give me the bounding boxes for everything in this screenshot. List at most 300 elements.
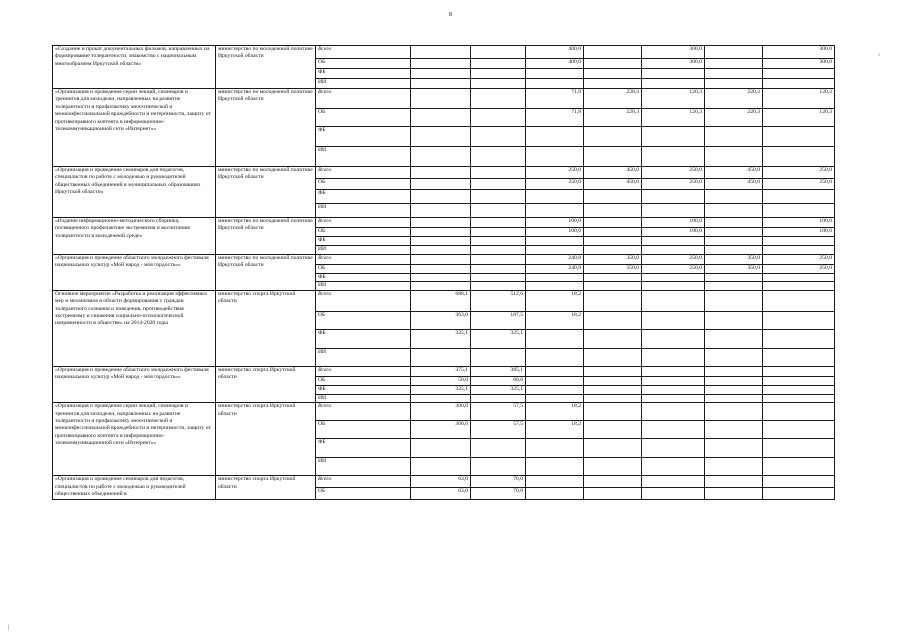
ministry-cell: министерство по молодежной политике Иркутской области	[216, 167, 316, 218]
amount-cell	[705, 59, 763, 69]
amount-cell	[411, 282, 471, 290]
table-row	[53, 89, 835, 109]
amount-cell	[471, 179, 526, 190]
amount-cell	[471, 79, 526, 89]
funding-source-cell: ФБ	[316, 69, 411, 79]
amount-cell	[584, 385, 642, 394]
amount-cell	[411, 89, 471, 109]
funding-source-cell: Всего	[316, 476, 411, 488]
event-title-cell: «Организация и проведение серии лекций, семинаров и тренингов для молодежи, направленных на развитие толерантности и профилактику межэтнической и межконфессиональной враждебности и нетерпимости, защиту от противоправного контента в информационно-телекоммуникационной сети «Интернет»»	[53, 89, 216, 167]
amount-cell	[411, 79, 471, 89]
funding-source-cell: ОБ	[316, 311, 411, 329]
amount-cell: 300,0	[411, 403, 471, 421]
amount-cell	[705, 190, 763, 204]
funding-source-cell: ФБ	[316, 329, 411, 348]
amount-cell	[705, 311, 763, 329]
amount-cell: 18,2	[526, 421, 584, 439]
amount-cell: 120,3	[642, 89, 705, 109]
amount-cell	[642, 476, 705, 488]
amount-cell	[411, 59, 471, 69]
funding-source-cell: Всего	[316, 366, 411, 376]
amount-cell	[471, 255, 526, 265]
amount-cell: 450,0	[584, 167, 642, 179]
ministry-cell: министерство спорта Иркутской области	[216, 366, 316, 402]
amount-cell: 120,3	[763, 89, 835, 109]
table-row	[53, 366, 835, 376]
amount-cell	[642, 246, 705, 255]
amount-cell	[526, 79, 584, 89]
amount-cell: 325,1	[471, 385, 526, 394]
amount-cell	[411, 69, 471, 79]
amount-cell	[584, 458, 642, 476]
amount-cell	[642, 329, 705, 348]
amount-cell: 350,0	[584, 265, 642, 274]
amount-cell	[411, 127, 471, 147]
amount-cell	[705, 204, 763, 218]
amount-cell	[705, 329, 763, 348]
amount-cell: 57,5	[471, 421, 526, 439]
amount-cell	[584, 329, 642, 348]
amount-cell: 63,0	[411, 488, 471, 500]
amount-cell	[411, 458, 471, 476]
amount-cell	[471, 458, 526, 476]
amount-cell	[705, 476, 763, 488]
amount-cell	[526, 127, 584, 147]
ministry-cell: министерство по молодежной политике Иркутской области	[216, 46, 316, 89]
amount-cell	[705, 282, 763, 290]
amount-cell: 18,2	[526, 290, 584, 311]
amount-cell	[642, 147, 705, 167]
funding-source-cell: ИИ	[316, 147, 411, 167]
event-title-cell: «Организация и проведение областного молодежного фестиваля национальных культур «Мой народ - моя гордость»»	[53, 366, 216, 402]
amount-cell: 325,1	[471, 329, 526, 348]
amount-cell: 385,1	[471, 366, 526, 376]
funding-source-cell: Всего	[316, 403, 411, 421]
funding-source-cell: Всего	[316, 255, 411, 265]
amount-cell	[763, 274, 835, 282]
amount-cell	[763, 421, 835, 439]
amount-cell	[642, 421, 705, 439]
amount-cell	[526, 476, 584, 488]
amount-cell: 250,0	[526, 179, 584, 190]
amount-cell	[642, 394, 705, 402]
amount-cell	[642, 190, 705, 204]
amount-cell	[411, 348, 471, 366]
amount-cell	[584, 46, 642, 59]
amount-cell	[584, 246, 642, 255]
amount-cell: 100,0	[763, 218, 835, 228]
amount-cell	[411, 246, 471, 255]
event-title-cell: «Организация и проведение семинаров для педагогов, специалистов по работе с молодежью и руководителей общественных объединений в	[53, 476, 216, 500]
amount-cell	[642, 348, 705, 366]
amount-cell	[763, 290, 835, 311]
amount-cell	[763, 348, 835, 366]
amount-cell	[584, 439, 642, 458]
amount-cell	[471, 127, 526, 147]
amount-cell	[763, 439, 835, 458]
amount-cell	[411, 265, 471, 274]
funding-source-cell: ОБ	[316, 109, 411, 127]
amount-cell: 240,8	[526, 255, 584, 265]
amount-cell	[705, 421, 763, 439]
amount-cell	[584, 394, 642, 402]
amount-cell	[763, 204, 835, 218]
amount-cell: 250,0	[642, 167, 705, 179]
funding-source-cell: ИИ	[316, 282, 411, 290]
amount-cell	[763, 403, 835, 421]
amount-cell	[471, 204, 526, 218]
amount-cell	[642, 458, 705, 476]
funding-source-cell: ИИ	[316, 394, 411, 402]
event-title-cell: «Организация и проведение областного молодежного фестиваля национальных культур «Мой народ - моя гордость»»	[53, 255, 216, 291]
funding-source-cell: ФБ	[316, 190, 411, 204]
amount-cell	[526, 376, 584, 385]
amount-cell: 325,1	[411, 385, 471, 394]
table-row	[53, 290, 835, 311]
funding-source-cell: ОБ	[316, 376, 411, 385]
amount-cell	[705, 237, 763, 246]
amount-cell	[705, 394, 763, 402]
amount-cell	[411, 255, 471, 265]
amount-cell: 250,0	[763, 255, 835, 265]
amount-cell: 300,0	[763, 46, 835, 59]
amount-cell: 100,0	[526, 218, 584, 228]
amount-cell: 512,6	[471, 290, 526, 311]
amount-cell	[584, 127, 642, 147]
funding-source-cell: ФБ	[316, 127, 411, 147]
funding-source-cell: Всего	[316, 290, 411, 311]
amount-cell	[584, 282, 642, 290]
amount-cell	[642, 439, 705, 458]
funding-source-cell: ИИ	[316, 204, 411, 218]
amount-cell	[642, 403, 705, 421]
amount-cell	[411, 109, 471, 127]
amount-cell	[642, 282, 705, 290]
amount-cell	[763, 329, 835, 348]
amount-cell: 250,0	[642, 255, 705, 265]
amount-cell: 300,0	[642, 59, 705, 69]
funding-source-cell: ИИ	[316, 458, 411, 476]
funding-source-cell: ФБ	[316, 385, 411, 394]
amount-cell	[526, 348, 584, 366]
amount-cell	[471, 89, 526, 109]
amount-cell: 18,2	[526, 403, 584, 421]
amount-cell	[642, 69, 705, 79]
amount-cell	[471, 246, 526, 255]
funding-source-cell: ОБ	[316, 265, 411, 274]
amount-cell	[763, 366, 835, 376]
amount-cell	[642, 385, 705, 394]
amount-cell	[705, 274, 763, 282]
amount-cell	[705, 46, 763, 59]
amount-cell	[584, 204, 642, 218]
amount-cell	[411, 218, 471, 228]
amount-cell	[705, 147, 763, 167]
event-title-cell: «Издание информационно-методического сборника, посвященного профилактике экстремизма и воспитанию толерантности в молодежной среде»	[53, 218, 216, 255]
amount-cell	[471, 59, 526, 69]
amount-cell	[763, 127, 835, 147]
amount-cell	[411, 46, 471, 59]
funding-source-cell: Всего	[316, 46, 411, 59]
amount-cell	[526, 458, 584, 476]
amount-cell	[526, 385, 584, 394]
funding-source-cell: Всего	[316, 89, 411, 109]
amount-cell	[526, 329, 584, 348]
amount-cell: 250,0	[642, 265, 705, 274]
amount-cell	[584, 237, 642, 246]
amount-cell: 240,8	[526, 265, 584, 274]
amount-cell	[411, 228, 471, 237]
amount-cell	[705, 246, 763, 255]
amount-cell: 450,0	[705, 167, 763, 179]
amount-cell	[471, 439, 526, 458]
event-title-cell: «Организация и проведение серии лекций, семинаров и тренингов для молодежи, направленных на развитие толерантности и профилактику межэтнической и межконфессиональной враждебности и нетерпимости, защиту от противоправного контента в информационно-телекоммуникационной сети «Интернет»»	[53, 403, 216, 476]
amount-cell	[584, 69, 642, 79]
amount-cell	[584, 366, 642, 376]
funding-source-cell: ОБ	[316, 59, 411, 69]
amount-cell	[471, 167, 526, 179]
amount-cell	[584, 488, 642, 500]
table-row	[53, 403, 835, 421]
amount-cell: 250,0	[526, 167, 584, 179]
amount-cell	[526, 394, 584, 402]
amount-cell	[642, 311, 705, 329]
amount-cell	[584, 290, 642, 311]
amount-cell	[411, 237, 471, 246]
amount-cell	[584, 59, 642, 69]
amount-cell: 18,2	[526, 311, 584, 329]
ministry-cell: министерство спорта Иркутской области	[216, 403, 316, 476]
amount-cell	[584, 147, 642, 167]
amount-cell	[526, 237, 584, 246]
amount-cell: 300,0	[642, 46, 705, 59]
amount-cell	[471, 218, 526, 228]
amount-cell	[584, 274, 642, 282]
amount-cell	[705, 488, 763, 500]
amount-cell: 100,0	[642, 228, 705, 237]
amount-cell	[584, 311, 642, 329]
funding-source-cell: ОБ	[316, 488, 411, 500]
funding-source-cell: ОБ	[316, 179, 411, 190]
amount-cell	[584, 79, 642, 89]
amount-cell	[471, 190, 526, 204]
amount-cell: 70,0	[471, 488, 526, 500]
amount-cell	[763, 190, 835, 204]
amount-cell	[471, 228, 526, 237]
amount-cell	[763, 147, 835, 167]
amount-cell	[763, 282, 835, 290]
amount-cell	[705, 69, 763, 79]
amount-cell	[705, 228, 763, 237]
amount-cell	[705, 458, 763, 476]
amount-cell: 375,1	[411, 366, 471, 376]
amount-cell: 71,8	[526, 89, 584, 109]
amount-cell: 350,0	[705, 255, 763, 265]
amount-cell	[705, 366, 763, 376]
amount-cell	[471, 109, 526, 127]
amount-cell	[526, 488, 584, 500]
amount-cell: 71,8	[526, 109, 584, 127]
amount-cell	[763, 79, 835, 89]
amount-cell	[471, 237, 526, 246]
amount-cell	[471, 348, 526, 366]
page-number: 8	[449, 12, 452, 18]
amount-cell	[411, 190, 471, 204]
amount-cell	[526, 204, 584, 218]
amount-cell: 250,0	[642, 179, 705, 190]
amount-cell: 450,0	[705, 179, 763, 190]
amount-cell	[584, 348, 642, 366]
amount-cell	[705, 348, 763, 366]
amount-cell: 60,0	[471, 376, 526, 385]
event-title-cell: «Создание и прокат документальных фильмов, направленных на формирование толерантности, знакомство с национальным многообразием Иркутской области»	[53, 46, 216, 89]
amount-cell	[763, 246, 835, 255]
amount-cell	[584, 218, 642, 228]
amount-cell	[705, 439, 763, 458]
amount-cell: 325,1	[411, 329, 471, 348]
amount-cell	[526, 147, 584, 167]
amount-cell: 70,0	[471, 476, 526, 488]
amount-cell	[763, 237, 835, 246]
amount-cell	[526, 366, 584, 376]
amount-cell: 250,0	[763, 265, 835, 274]
ministry-cell: министерство спорта Иркутской области	[216, 476, 316, 500]
amount-cell: 688,1	[411, 290, 471, 311]
amount-cell: 220,3	[705, 109, 763, 127]
funding-source-cell: ОБ	[316, 421, 411, 439]
amount-cell	[411, 394, 471, 402]
amount-cell: 100,0	[763, 228, 835, 237]
amount-cell: 50,0	[411, 376, 471, 385]
amount-cell	[584, 421, 642, 439]
event-title-cell: «Организация и проведение семинаров для педагогов, специалистов по работе с молодежью и руководителей общественных объединений в муниципальных образованиях Иркутской области»	[53, 167, 216, 218]
left-margin-mark: |	[8, 625, 10, 631]
amount-cell	[526, 69, 584, 79]
amount-cell: 100,0	[526, 228, 584, 237]
amount-cell	[705, 403, 763, 421]
funding-source-cell: ИИ	[316, 246, 411, 255]
amount-cell	[642, 274, 705, 282]
amount-cell	[471, 69, 526, 79]
amount-cell	[705, 127, 763, 147]
amount-cell: 63,0	[411, 476, 471, 488]
amount-cell	[763, 311, 835, 329]
amount-cell: 57,5	[471, 403, 526, 421]
funding-source-cell: ФБ	[316, 439, 411, 458]
amount-cell	[526, 274, 584, 282]
amount-cell	[705, 218, 763, 228]
amount-cell	[584, 403, 642, 421]
funding-source-cell: ИИ	[316, 79, 411, 89]
amount-cell: 250,0	[763, 167, 835, 179]
amount-cell	[763, 385, 835, 394]
amount-cell: 400,0	[526, 46, 584, 59]
amount-cell: 350,0	[705, 265, 763, 274]
amount-cell: 220,3	[705, 89, 763, 109]
ministry-cell: министерство по молодежной политике Иркутской области	[216, 218, 316, 255]
amount-cell: 400,0	[526, 59, 584, 69]
amount-cell	[471, 46, 526, 59]
amount-cell: 100,0	[642, 218, 705, 228]
ministry-cell: министерство спорта Иркутской области	[216, 290, 316, 366]
amount-cell	[584, 228, 642, 237]
amount-cell	[642, 237, 705, 246]
budget-table	[52, 45, 835, 500]
amount-cell	[642, 290, 705, 311]
amount-cell	[411, 179, 471, 190]
amount-cell	[526, 190, 584, 204]
table-row	[53, 476, 835, 488]
ministry-cell: министерство по молодежной политике Иркутской области	[216, 89, 316, 167]
amount-cell: 350,0	[584, 255, 642, 265]
amount-cell	[526, 246, 584, 255]
table-row	[53, 167, 835, 179]
amount-cell	[642, 488, 705, 500]
amount-cell	[642, 366, 705, 376]
amount-cell	[526, 282, 584, 290]
amount-cell	[642, 204, 705, 218]
amount-cell	[705, 385, 763, 394]
amount-cell	[763, 488, 835, 500]
amount-cell: 120,3	[642, 109, 705, 127]
amount-cell: 220,3	[584, 109, 642, 127]
amount-cell	[584, 376, 642, 385]
amount-cell: 220,3	[584, 89, 642, 109]
amount-cell	[411, 147, 471, 167]
amount-cell	[763, 394, 835, 402]
amount-cell: 120,3	[763, 109, 835, 127]
funding-source-cell: ФБ	[316, 237, 411, 246]
amount-cell	[705, 79, 763, 89]
right-margin-mark: ›	[878, 52, 880, 58]
amount-cell	[763, 476, 835, 488]
amount-cell	[642, 79, 705, 89]
amount-cell	[584, 190, 642, 204]
amount-cell	[642, 127, 705, 147]
amount-cell	[705, 376, 763, 385]
amount-cell	[471, 274, 526, 282]
table-row	[53, 218, 835, 228]
funding-source-cell: Всего	[316, 218, 411, 228]
amount-cell	[471, 282, 526, 290]
amount-cell	[471, 265, 526, 274]
amount-cell	[411, 439, 471, 458]
amount-cell	[584, 476, 642, 488]
amount-cell: 250,0	[763, 179, 835, 190]
amount-cell	[705, 290, 763, 311]
amount-cell	[471, 147, 526, 167]
amount-cell	[763, 458, 835, 476]
amount-cell	[411, 204, 471, 218]
amount-cell	[411, 167, 471, 179]
amount-cell	[526, 439, 584, 458]
amount-cell	[763, 376, 835, 385]
funding-source-cell: ИИ	[316, 348, 411, 366]
amount-cell	[471, 394, 526, 402]
funding-source-cell: ОБ	[316, 228, 411, 237]
amount-cell: 450,0	[584, 179, 642, 190]
amount-cell: 300,0	[411, 421, 471, 439]
amount-cell: 187,5	[471, 311, 526, 329]
funding-source-cell: ФБ	[316, 274, 411, 282]
amount-cell	[411, 274, 471, 282]
amount-cell: 363,0	[411, 311, 471, 329]
table-row	[53, 46, 835, 59]
amount-cell	[642, 376, 705, 385]
event-title-cell: Основное мероприятие «Разработка и реализация эффективных мер и механизмов в области формирования у граждан толерантного сознания и поведения, противодействия экстремизму и снижения социально-психологической напряженности в обществе» на 2014-2020 годы	[53, 290, 216, 366]
ministry-cell: министерство по молодежной политике Иркутской области	[216, 255, 316, 291]
funding-source-cell: Всего	[316, 167, 411, 179]
